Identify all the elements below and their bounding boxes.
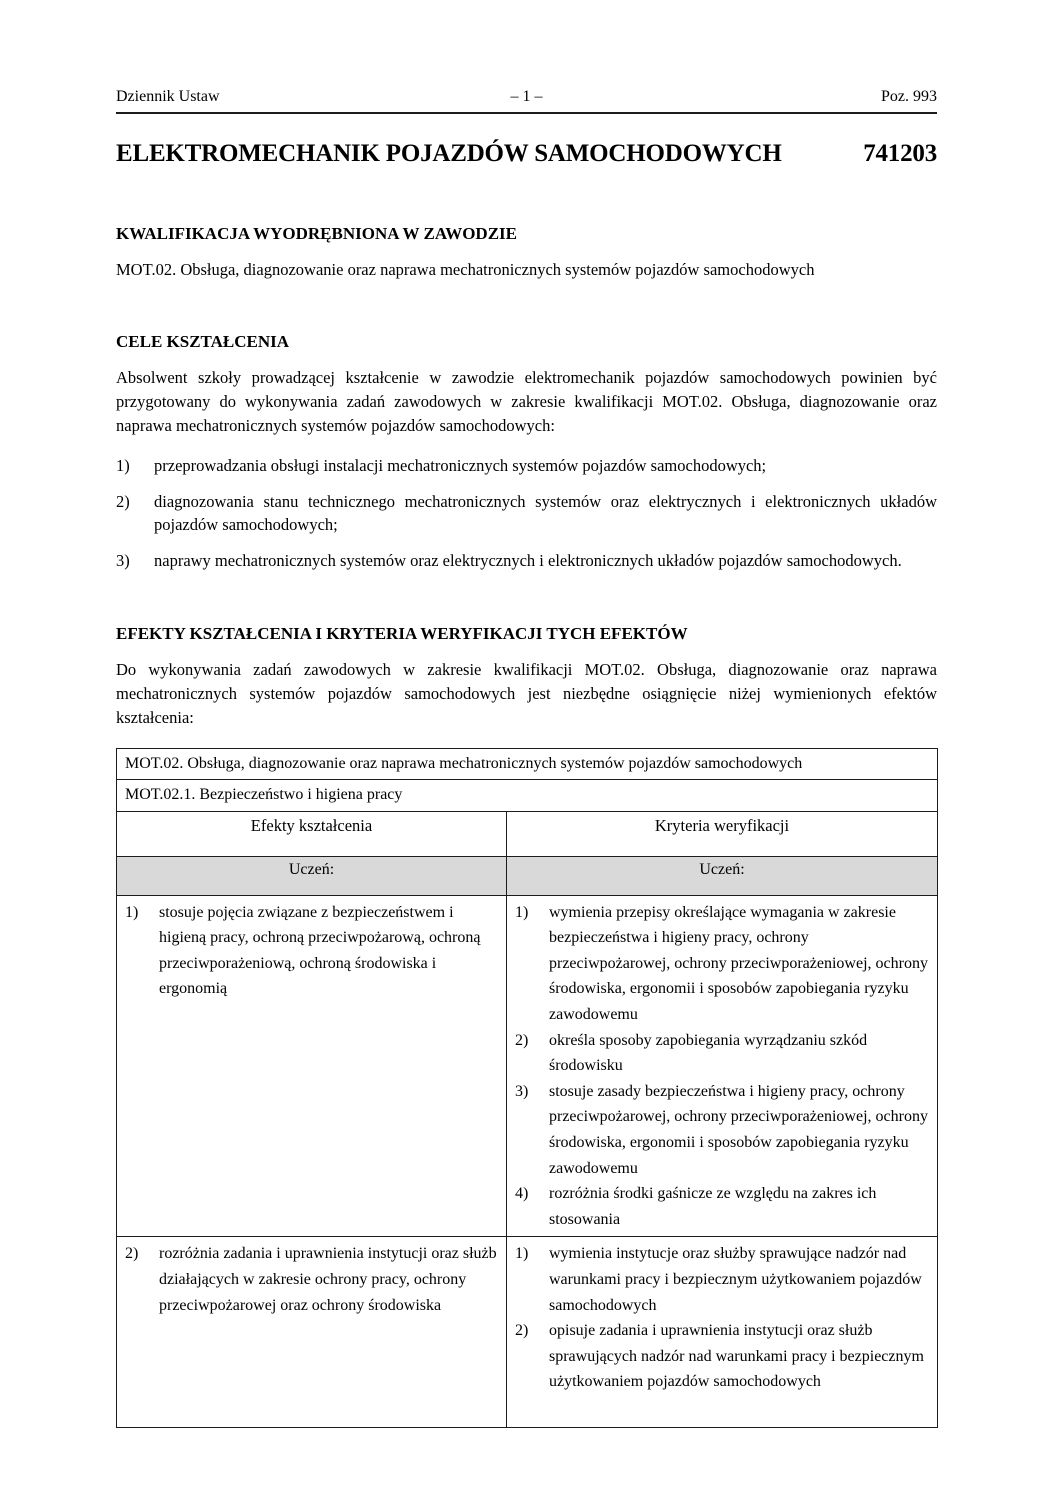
table-row-qualification: [117, 748, 938, 779]
item-text: rozróżnia zadania i uprawnienia instytucji oraz służb działających w zakresie ochrony pracy, ochrony przeciwpożarowej oraz ochrony środowiska: [159, 1245, 497, 1314]
subheader-criteria: Uczeń:: [507, 856, 938, 895]
header-rule: [116, 112, 937, 114]
criteria-cell: [507, 895, 938, 1237]
table-row: [117, 895, 938, 1237]
criteria-item: [515, 1241, 929, 1318]
effect-item: [125, 1241, 498, 1318]
item-text: wymienia przepisy określające wymagania w zakresie bezpieczeństwa i higieny pracy, ochrony przeciwpożarowej, ochrony przeciwporażeniowej, ochrony środowiska, ergonomii i sposobów zapobiegania ryzyku zawodowemu: [549, 903, 928, 1023]
page-number: – 1 –: [510, 88, 543, 105]
table-row-column-headers: [117, 811, 938, 856]
efekty-intro: Do wykonywania zadań zawodowych w zakresie kwalifikacji MOT.02. Obsługa, diagnozowanie oraz naprawa mechatronicznych systemów pojazdów samochodowych jest niezbędne osiągnięcie niżej wymienionych efektów kształcenia:: [116, 660, 937, 727]
item-text: naprawy mechatronicznych systemów oraz elektrycznych i elektronicznych układów pojazdów samochodowych.: [154, 550, 902, 570]
criteria-item: [515, 1181, 929, 1232]
journal-name: Dziennik Ustaw: [116, 88, 220, 105]
qualification-cell: MOT.02. Obsługa, diagnozowanie oraz naprawa mechatronicznych systemów pojazdów samochodowych: [117, 748, 938, 779]
item-number: 1): [515, 1245, 529, 1263]
item-number: 1): [125, 903, 139, 921]
item-number: 2): [515, 1031, 529, 1049]
item-text: diagnozowania stanu technicznego mechatronicznych systemów oraz elektrycznych i elektronicznych układów pojazdów samochodowych;: [154, 491, 937, 534]
item-number: 2): [515, 1322, 529, 1340]
list-item: [116, 490, 937, 536]
item-text: rozróżnia środki gaśnicze ze względu na zakres ich stosowania: [549, 1185, 877, 1228]
table-row: [117, 1237, 938, 1428]
item-text: wymienia instytucje oraz służby sprawujące nadzór nad warunkami pracy i bezpiecznym użytkowaniem pojazdów samochodowych: [549, 1245, 922, 1314]
criteria-item: [515, 1079, 929, 1181]
item-number: 3): [116, 550, 130, 570]
item-text: stosuje zasady bezpieczeństwa i higieny pracy, ochrony przeciwpożarowej, ochrony przeciwporażeniowej, ochrony środowiska, ergonomii i sposobów zapobiegania ryzyku zawodowemu: [549, 1082, 928, 1177]
list-item: [116, 549, 937, 572]
unit-cell: MOT.02.1. Bezpieczeństwo i higiena pracy: [117, 780, 938, 811]
list-item: [116, 454, 937, 477]
item-number: 1): [515, 903, 529, 921]
page-content: [116, 0, 937, 1428]
kwalifikacja-body: MOT.02. Obsługa, diagnozowanie oraz naprawa mechatronicznych systemów pojazdów samochodowych: [116, 260, 815, 279]
item-text: przeprowadzania obsługi instalacji mechatronicznych systemów pojazdów samochodowych;: [154, 455, 767, 475]
section-heading-efekty: EFEKTY KSZTAŁCENIA I KRYTERIA WERYFIKACJI TYCH EFEKTÓW: [116, 624, 688, 644]
table-row-subheaders: [117, 856, 938, 895]
item-text: opisuje zadania i uprawnienia instytucji oraz służb sprawujących nadzór nad warunkami pracy i bezpiecznym użytkowaniem pojazdów samochodowych: [549, 1322, 924, 1391]
item-text: określa sposoby zapobiegania wyrządzaniu szkód środowisku: [549, 1031, 868, 1075]
profession-title: ELEKTROMECHANIK POJAZDÓW SAMOCHODOWYCH: [116, 140, 782, 167]
effect-cell: [117, 1237, 507, 1428]
item-number: 4): [515, 1185, 529, 1203]
effect-item: [125, 900, 498, 1002]
criteria-item: [515, 1028, 929, 1079]
position-number: Poz. 993: [881, 88, 937, 105]
criteria-item: [515, 1318, 929, 1395]
effect-cell: [117, 895, 507, 1237]
section-heading-cele: CELE KSZTAŁCENIA: [116, 331, 290, 351]
item-number: 1): [116, 455, 130, 475]
item-text: stosuje pojęcia związane z bezpieczeństwem i higieną pracy, ochroną przeciwpożarową, ochroną przeciwporażeniową, ochroną środowiska i ergonomią: [159, 903, 481, 998]
profession-code: 741203: [863, 140, 937, 167]
table-row-unit: [117, 780, 938, 811]
column-header-effects: Efekty kształcenia: [117, 811, 507, 856]
running-head: [116, 88, 937, 106]
document-title-row: [116, 140, 937, 168]
criteria-item: [515, 900, 929, 1028]
item-number: 2): [116, 491, 130, 511]
subheader-effects: Uczeń:: [117, 856, 507, 895]
item-number: 2): [125, 1245, 139, 1263]
effects-criteria-table: [116, 748, 938, 1429]
criteria-cell: [507, 1237, 938, 1428]
cele-intro: Absolwent szkoły prowadzącej kształcenie w zawodzie elektromechanik pojazdów samochodowych powinien być przygotowany do wykonywania zadań zawodowych w zakresie kwalifikacji MOT.02. Obsługa, diagnozowanie oraz naprawa mechatronicznych systemów pojazdów samochodowych:: [116, 367, 937, 435]
item-number: 3): [515, 1082, 529, 1100]
cele-list: [116, 454, 937, 572]
column-header-criteria: Kryteria weryfikacji: [507, 811, 938, 856]
section-heading-kwalifikacja: KWALIFIKACJA WYODRĘBNIONA W ZAWODZIE: [116, 224, 518, 243]
